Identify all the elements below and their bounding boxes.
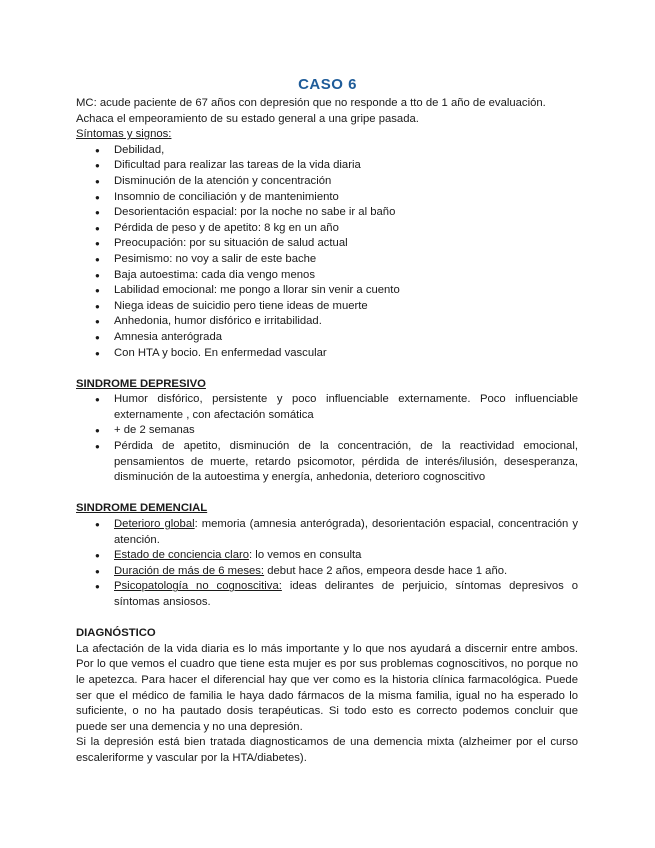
list-item: ● Debilidad, xyxy=(114,143,578,159)
list-item: ● Desorientación espacial: por la noche no sabe ir al baño xyxy=(114,205,578,221)
list-item: ● Niega ideas de suicidio pero tiene ideas de muerte xyxy=(114,299,578,315)
list-item: ● Dificultad para realizar las tareas de la vida diaria xyxy=(114,158,578,174)
list-item: ● Pesimismo: no voy a salir de este bache xyxy=(114,252,578,268)
list-item xyxy=(114,579,578,610)
list-item: ● Anhedonia, humor disfórico e irritabilidad. xyxy=(114,314,578,330)
list-item: ● Insomnio de conciliación y de mantenimiento xyxy=(114,190,578,206)
depressive-syndrome-heading: SINDROME DEPRESIVO xyxy=(76,377,206,390)
list-item: ● Con HTA y bocio. En enfermedad vascular xyxy=(114,346,578,362)
item-text: : lo vemos en consulta xyxy=(249,549,362,562)
list-item: ● Pérdida de apetito, disminución de la concentración, de la reactividad emocional, pensamientos de muerte, retardo psicomotor, pérdida de interés/ilusión, desesperanza, disminución de la autoestima y energía, anhedonia, deterioro cognoscitivo xyxy=(114,439,578,486)
item-label: Estado de conciencia claro xyxy=(114,549,250,562)
list-item: ● Baja autoestima: cada dia vengo menos xyxy=(114,268,578,284)
diagnosis-heading: DIAGNÓSTICO xyxy=(76,627,156,640)
list-item: ● Preocupación: por su situación de salud actual xyxy=(114,236,578,252)
case-title: CASO 6 xyxy=(298,76,357,93)
item-text: : memoria (amnesia anterógrada), desorientación espacial, concentración y atención. xyxy=(114,518,578,546)
item-text: ideas delirantes de perjuicio, síntomas depresivos o síntomas ansiosos. xyxy=(114,580,578,608)
item-label: Duración de más de 6 meses: xyxy=(114,564,265,577)
dementia-syndrome-list xyxy=(76,517,578,611)
list-item: ● Humor disfórico, persistente y poco influenciable externamente. Poco influenciable externamente , con afectación somática xyxy=(114,392,578,423)
list-item: ● Amnesia anterógrada xyxy=(114,330,578,346)
symptoms-list xyxy=(76,143,578,361)
symptoms-heading: Síntomas y signos: xyxy=(76,128,172,141)
list-item: ● Disminución de la atención y concentración xyxy=(114,174,578,190)
list-item: ● Pérdida de peso y de apetito: 8 kg en un año xyxy=(114,221,578,237)
list-item: ● + de 2 semanas xyxy=(114,423,578,439)
intro-line-2: Achaca el empeoramiento de su estado general a una gripe pasada. xyxy=(76,112,419,125)
dementia-syndrome-heading: SINDROME DEMENCIAL xyxy=(76,502,208,515)
item-text: debut hace 2 años, empeora desde hace 1 año. xyxy=(264,564,508,577)
list-item xyxy=(114,517,578,548)
depressive-syndrome-list xyxy=(76,392,578,486)
list-item: ● Labilidad emocional: me pongo a llorar sin venir a cuento xyxy=(114,283,578,299)
intro-line-1: MC: acude paciente de 67 años con depresión que no responde a tto de 1 año de evaluación. xyxy=(76,97,546,109)
diagnosis-paragraph-1: La afectación de la vida diaria es lo más importante y lo que nos ayudará a discernir entre ambos. Por lo que vemos el cuadro que tiene esta mujer es por sus problemas cognoscitivos, no porque no le apetezca. Para hacer el diferencial hay que ver como es la historia clínica farmacológica. Puede ser que el médico de familia le haya dado fármacos de la misma familia, igual no ha esperado lo suficiente, o no ha pautado dosis terapéuticas. Si todo esto es correcto podemos concluir que puede ser una demencia y no una depresión. xyxy=(76,642,578,733)
list-item xyxy=(114,548,578,564)
item-label: Psicopatología no cognoscitiva: xyxy=(114,580,282,593)
document-body xyxy=(76,96,578,767)
item-label: Deterioro global xyxy=(114,518,195,531)
list-item xyxy=(114,564,578,580)
diagnosis-paragraph-2: Si la depresión está bien tratada diagnosticamos de una demencia mixta (alzheimer por el curso escaleriforme y vascular por la HTA/diabetes). xyxy=(76,736,578,764)
